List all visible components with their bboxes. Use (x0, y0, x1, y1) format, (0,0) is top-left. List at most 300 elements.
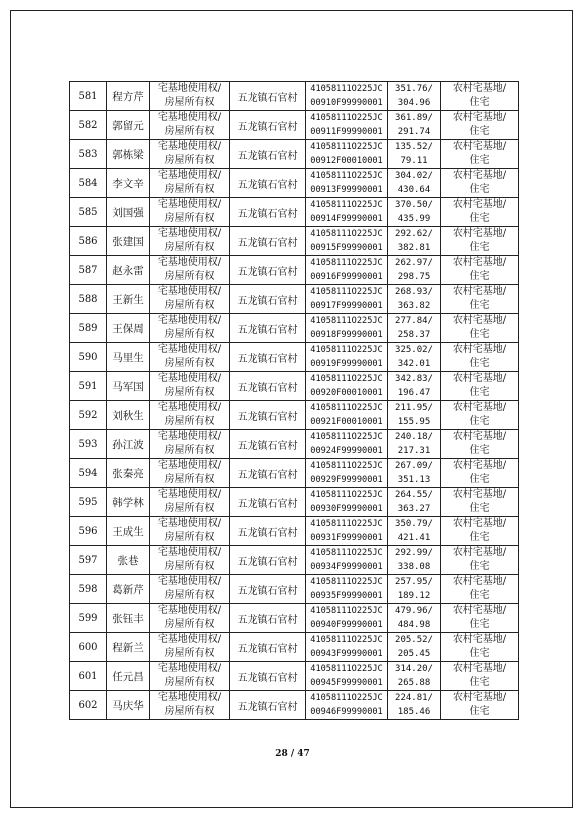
parcel-code-line1: 41058111O225JC (310, 432, 383, 442)
parcel-code-line1: 41058111O225JC (310, 519, 383, 529)
parcel-code-cell (306, 82, 388, 111)
location-cell: 五龙镇石官村 (230, 256, 306, 285)
owner-name-cell: 张建国 (107, 227, 150, 256)
row-number-cell: 599 (70, 604, 107, 633)
parcel-code-line2: 00921F00010001 (310, 417, 383, 427)
area-line2: 351.13 (397, 475, 431, 485)
parcel-code-line2: 00920F00010001 (310, 388, 383, 398)
land-use-cell (441, 82, 519, 111)
land-use-cell (441, 430, 519, 459)
row-number-cell: 596 (70, 517, 107, 546)
right-type-line2: 房屋所有权 (164, 97, 215, 108)
right-type-line2: 房屋所有权 (164, 590, 215, 601)
parcel-code-line2: 00935F99990001 (310, 591, 383, 601)
right-type-line2: 房屋所有权 (164, 329, 215, 340)
land-use-line2: 住宅 (469, 329, 490, 340)
right-type-line2: 房屋所有权 (164, 474, 215, 485)
right-type-cell (150, 691, 230, 720)
right-type-line1: 宅基地使用权/ (157, 460, 222, 471)
owner-name-cell: 王新生 (107, 285, 150, 314)
right-type-cell (150, 82, 230, 111)
land-use-cell (441, 169, 519, 198)
area-line2: 79.11 (400, 156, 428, 166)
land-use-cell (441, 575, 519, 604)
parcel-code-cell (306, 285, 388, 314)
area-cell (388, 662, 441, 691)
parcel-code-cell (306, 314, 388, 343)
land-use-line1: 农村宅基地/ (452, 663, 507, 674)
right-type-cell (150, 430, 230, 459)
land-use-line2: 住宅 (469, 590, 490, 601)
table-row (70, 662, 519, 691)
area-line2: 217.31 (397, 446, 431, 456)
land-use-line1: 农村宅基地/ (452, 344, 507, 355)
area-cell (388, 111, 441, 140)
area-line2: 196.47 (397, 388, 431, 398)
table-row (70, 343, 519, 372)
right-type-cell (150, 604, 230, 633)
row-number-cell: 582 (70, 111, 107, 140)
right-type-line2: 房屋所有权 (164, 358, 215, 369)
right-type-line2: 房屋所有权 (164, 387, 215, 398)
location-cell: 五龙镇石官村 (230, 517, 306, 546)
land-use-line2: 住宅 (469, 416, 490, 427)
parcel-code-cell (306, 575, 388, 604)
area-line2: 265.88 (397, 678, 431, 688)
location-cell: 五龙镇石官村 (230, 285, 306, 314)
area-cell (388, 256, 441, 285)
row-number-cell: 588 (70, 285, 107, 314)
parcel-code-line1: 41058111O225JC (310, 84, 383, 94)
location-cell: 五龙镇石官村 (230, 430, 306, 459)
table-row (70, 459, 519, 488)
parcel-code-line1: 41058111O225JC (310, 200, 383, 210)
land-use-line1: 农村宅基地/ (452, 112, 507, 123)
owner-name-cell: 张钰丰 (107, 604, 150, 633)
parcel-code-line2: 00911F99990001 (310, 127, 383, 137)
land-use-line1: 农村宅基地/ (452, 518, 507, 529)
land-use-line2: 住宅 (469, 619, 490, 630)
right-type-line1: 宅基地使用权/ (157, 431, 222, 442)
area-line2: 298.75 (397, 272, 431, 282)
parcel-code-line1: 41058111O225JC (310, 113, 383, 123)
land-use-line2: 住宅 (469, 271, 490, 282)
land-use-line1: 农村宅基地/ (452, 460, 507, 471)
right-type-cell (150, 111, 230, 140)
right-type-line2: 房屋所有权 (164, 503, 215, 514)
right-type-cell (150, 256, 230, 285)
parcel-code-cell (306, 256, 388, 285)
location-cell: 五龙镇石官村 (230, 111, 306, 140)
location-cell: 五龙镇石官村 (230, 314, 306, 343)
owner-name-cell: 程新兰 (107, 633, 150, 662)
area-cell (388, 575, 441, 604)
right-type-cell (150, 662, 230, 691)
row-number-cell: 594 (70, 459, 107, 488)
land-use-cell (441, 314, 519, 343)
area-cell (388, 546, 441, 575)
right-type-cell (150, 459, 230, 488)
parcel-code-cell (306, 372, 388, 401)
land-use-line1: 农村宅基地/ (452, 692, 507, 703)
land-use-line1: 农村宅基地/ (452, 141, 507, 152)
right-type-cell (150, 198, 230, 227)
owner-name-cell: 程方芹 (107, 82, 150, 111)
row-number-cell: 585 (70, 198, 107, 227)
land-use-line2: 住宅 (469, 387, 490, 398)
parcel-code-cell (306, 169, 388, 198)
location-cell: 五龙镇石官村 (230, 575, 306, 604)
location-cell: 五龙镇石官村 (230, 691, 306, 720)
parcel-code-cell (306, 227, 388, 256)
area-line1: 277.84/ (395, 316, 433, 326)
parcel-code-line2: 00924F99990001 (310, 446, 383, 456)
right-type-cell (150, 546, 230, 575)
owner-name-cell: 马里生 (107, 343, 150, 372)
owner-name-cell: 王保周 (107, 314, 150, 343)
row-number-cell: 601 (70, 662, 107, 691)
row-number-cell: 586 (70, 227, 107, 256)
row-number-cell: 583 (70, 140, 107, 169)
right-type-line1: 宅基地使用权/ (157, 402, 222, 413)
area-line1: 361.89/ (395, 113, 433, 123)
owner-name-cell: 张秦亮 (107, 459, 150, 488)
location-cell: 五龙镇石官村 (230, 82, 306, 111)
area-line1: 351.76/ (395, 84, 433, 94)
right-type-line1: 宅基地使用权/ (157, 373, 222, 384)
table-row (70, 82, 519, 111)
parcel-code-line2: 00914F99990001 (310, 214, 383, 224)
right-type-line2: 房屋所有权 (164, 416, 215, 427)
right-type-line2: 房屋所有权 (164, 648, 215, 659)
land-use-line2: 住宅 (469, 677, 490, 688)
parcel-code-line2: 00940F99990001 (310, 620, 383, 630)
parcel-code-line1: 41058111O225JC (310, 229, 383, 239)
area-cell (388, 488, 441, 517)
area-cell (388, 314, 441, 343)
land-use-line1: 农村宅基地/ (452, 228, 507, 239)
area-line1: 325.02/ (395, 345, 433, 355)
table-row (70, 691, 519, 720)
area-line1: 267.09/ (395, 461, 433, 471)
land-use-cell (441, 517, 519, 546)
land-use-cell (441, 691, 519, 720)
area-line1: 479.96/ (395, 606, 433, 616)
right-type-line2: 房屋所有权 (164, 532, 215, 543)
table-row (70, 633, 519, 662)
parcel-code-line2: 00931F99990001 (310, 533, 383, 543)
parcel-code-line2: 00916F99990001 (310, 272, 383, 282)
right-type-line1: 宅基地使用权/ (157, 112, 222, 123)
parcel-code-line1: 41058111O225JC (310, 171, 383, 181)
land-use-line1: 农村宅基地/ (452, 83, 507, 94)
parcel-code-line2: 00930F99990001 (310, 504, 383, 514)
right-type-line2: 房屋所有权 (164, 242, 215, 253)
row-number-cell: 600 (70, 633, 107, 662)
land-use-line2: 住宅 (469, 184, 490, 195)
right-type-line1: 宅基地使用权/ (157, 141, 222, 152)
area-cell (388, 227, 441, 256)
right-type-cell (150, 343, 230, 372)
area-cell (388, 82, 441, 111)
right-type-line1: 宅基地使用权/ (157, 518, 222, 529)
right-type-line1: 宅基地使用权/ (157, 692, 222, 703)
owner-name-cell: 李文辛 (107, 169, 150, 198)
records-table (69, 81, 519, 720)
parcel-code-line1: 41058111O225JC (310, 635, 383, 645)
right-type-cell (150, 227, 230, 256)
table-row (70, 430, 519, 459)
area-cell (388, 517, 441, 546)
area-line2: 342.01 (397, 359, 431, 369)
area-line2: 363.27 (397, 504, 431, 514)
location-cell: 五龙镇石官村 (230, 633, 306, 662)
right-type-line2: 房屋所有权 (164, 271, 215, 282)
parcel-code-cell (306, 430, 388, 459)
owner-name-cell: 刘国强 (107, 198, 150, 227)
parcel-code-cell (306, 546, 388, 575)
land-use-cell (441, 198, 519, 227)
right-type-cell (150, 169, 230, 198)
row-number-cell: 589 (70, 314, 107, 343)
right-type-line2: 房屋所有权 (164, 184, 215, 195)
table-row (70, 256, 519, 285)
right-type-cell (150, 314, 230, 343)
parcel-code-line1: 41058111O225JC (310, 316, 383, 326)
land-use-line2: 住宅 (469, 97, 490, 108)
right-type-line1: 宅基地使用权/ (157, 547, 222, 558)
right-type-line1: 宅基地使用权/ (157, 228, 222, 239)
parcel-code-cell (306, 604, 388, 633)
area-line1: 370.50/ (395, 200, 433, 210)
area-line1: 262.97/ (395, 258, 433, 268)
area-line2: 430.64 (397, 185, 431, 195)
parcel-code-line2: 00943F99990001 (310, 649, 383, 659)
area-line2: 338.08 (397, 562, 431, 572)
location-cell: 五龙镇石官村 (230, 488, 306, 517)
table-row (70, 111, 519, 140)
parcel-code-line1: 41058111O225JC (310, 461, 383, 471)
area-line1: 350.79/ (395, 519, 433, 529)
land-use-line2: 住宅 (469, 213, 490, 224)
parcel-code-line2: 00918F99990001 (310, 330, 383, 340)
right-type-line2: 房屋所有权 (164, 155, 215, 166)
parcel-code-line2: 00912F00010001 (310, 156, 383, 166)
area-cell (388, 285, 441, 314)
right-type-line1: 宅基地使用权/ (157, 286, 222, 297)
table-row (70, 169, 519, 198)
land-use-cell (441, 140, 519, 169)
area-line1: 257.95/ (395, 577, 433, 587)
table-row (70, 285, 519, 314)
right-type-line1: 宅基地使用权/ (157, 576, 222, 587)
right-type-cell (150, 517, 230, 546)
right-type-line1: 宅基地使用权/ (157, 170, 222, 181)
parcel-code-line1: 41058111O225JC (310, 606, 383, 616)
area-cell (388, 401, 441, 430)
right-type-line2: 房屋所有权 (164, 619, 215, 630)
area-line1: 224.81/ (395, 693, 433, 703)
row-number-cell: 595 (70, 488, 107, 517)
table-row (70, 517, 519, 546)
land-use-line2: 住宅 (469, 445, 490, 456)
location-cell: 五龙镇石官村 (230, 227, 306, 256)
parcel-code-line2: 00917F99990001 (310, 301, 383, 311)
right-type-line2: 房屋所有权 (164, 561, 215, 572)
table-row (70, 140, 519, 169)
area-line2: 304.96 (397, 98, 431, 108)
land-use-line1: 农村宅基地/ (452, 402, 507, 413)
land-use-cell (441, 633, 519, 662)
area-cell (388, 633, 441, 662)
owner-name-cell: 张巷 (107, 546, 150, 575)
parcel-code-line1: 41058111O225JC (310, 287, 383, 297)
owner-name-cell: 郭栋梁 (107, 140, 150, 169)
land-use-cell (441, 285, 519, 314)
location-cell: 五龙镇石官村 (230, 198, 306, 227)
right-type-cell (150, 401, 230, 430)
right-type-cell (150, 140, 230, 169)
parcel-code-cell (306, 198, 388, 227)
parcel-code-cell (306, 691, 388, 720)
owner-name-cell: 赵永雷 (107, 256, 150, 285)
parcel-code-cell (306, 140, 388, 169)
right-type-cell (150, 575, 230, 604)
table-row (70, 198, 519, 227)
owner-name-cell: 郭留元 (107, 111, 150, 140)
land-use-line2: 住宅 (469, 155, 490, 166)
area-line2: 382.81 (397, 243, 431, 253)
parcel-code-line1: 41058111O225JC (310, 374, 383, 384)
right-type-line2: 房屋所有权 (164, 445, 215, 456)
land-use-line1: 农村宅基地/ (452, 286, 507, 297)
land-use-line1: 农村宅基地/ (452, 634, 507, 645)
location-cell: 五龙镇石官村 (230, 604, 306, 633)
right-type-line1: 宅基地使用权/ (157, 489, 222, 500)
table-row (70, 314, 519, 343)
right-type-line2: 房屋所有权 (164, 213, 215, 224)
parcel-code-line1: 41058111O225JC (310, 490, 383, 500)
land-use-line2: 住宅 (469, 706, 490, 717)
land-use-line2: 住宅 (469, 474, 490, 485)
parcel-code-line1: 41058111O225JC (310, 693, 383, 703)
area-line2: 258.37 (397, 330, 431, 340)
table-row (70, 575, 519, 604)
row-number-cell: 593 (70, 430, 107, 459)
location-cell: 五龙镇石官村 (230, 546, 306, 575)
area-line1: 205.52/ (395, 635, 433, 645)
land-use-cell (441, 343, 519, 372)
right-type-cell (150, 285, 230, 314)
area-cell (388, 198, 441, 227)
row-number-cell: 598 (70, 575, 107, 604)
land-use-cell (441, 372, 519, 401)
location-cell: 五龙镇石官村 (230, 343, 306, 372)
parcel-code-line1: 41058111O225JC (310, 258, 383, 268)
area-line1: 135.52/ (395, 142, 433, 152)
parcel-code-line2: 00919F99990001 (310, 359, 383, 369)
area-cell (388, 372, 441, 401)
area-line1: 292.62/ (395, 229, 433, 239)
row-number-cell: 581 (70, 82, 107, 111)
right-type-cell (150, 488, 230, 517)
parcel-code-line2: 00910F99990001 (310, 98, 383, 108)
row-number-cell: 602 (70, 691, 107, 720)
area-line2: 155.95 (397, 417, 431, 427)
row-number-cell: 591 (70, 372, 107, 401)
row-number-cell: 597 (70, 546, 107, 575)
right-type-line1: 宅基地使用权/ (157, 83, 222, 94)
row-number-cell: 590 (70, 343, 107, 372)
table-row (70, 488, 519, 517)
area-cell (388, 169, 441, 198)
owner-name-cell: 葛新芹 (107, 575, 150, 604)
land-use-line1: 农村宅基地/ (452, 431, 507, 442)
page-number: 28 / 47 (275, 749, 310, 759)
parcel-code-line2: 00913F99990001 (310, 185, 383, 195)
parcel-code-line2: 00915F99990001 (310, 243, 383, 253)
owner-name-cell: 韩学林 (107, 488, 150, 517)
area-line1: 211.95/ (395, 403, 433, 413)
land-use-line1: 农村宅基地/ (452, 315, 507, 326)
area-cell (388, 459, 441, 488)
parcel-code-line2: 00946F99990001 (310, 707, 383, 717)
land-use-cell (441, 256, 519, 285)
right-type-line2: 房屋所有权 (164, 706, 215, 717)
area-line1: 292.99/ (395, 548, 433, 558)
area-line2: 363.82 (397, 301, 431, 311)
area-line2: 421.41 (397, 533, 431, 543)
right-type-line1: 宅基地使用权/ (157, 199, 222, 210)
parcel-code-cell (306, 517, 388, 546)
table-row (70, 401, 519, 430)
owner-name-cell: 王成生 (107, 517, 150, 546)
row-number-cell: 592 (70, 401, 107, 430)
right-type-line2: 房屋所有权 (164, 300, 215, 311)
parcel-code-line1: 41058111O225JC (310, 142, 383, 152)
owner-name-cell: 刘秋生 (107, 401, 150, 430)
table-row (70, 604, 519, 633)
land-use-line2: 住宅 (469, 648, 490, 659)
right-type-line1: 宅基地使用权/ (157, 257, 222, 268)
area-cell (388, 343, 441, 372)
land-use-cell (441, 488, 519, 517)
area-line2: 185.46 (397, 707, 431, 717)
land-use-line1: 农村宅基地/ (452, 489, 507, 500)
area-cell (388, 430, 441, 459)
area-line1: 342.83/ (395, 374, 433, 384)
land-use-line2: 住宅 (469, 503, 490, 514)
area-line1: 264.55/ (395, 490, 433, 500)
parcel-code-cell (306, 343, 388, 372)
land-use-line2: 住宅 (469, 561, 490, 572)
land-use-line1: 农村宅基地/ (452, 373, 507, 384)
records-table-body (70, 82, 519, 720)
location-cell: 五龙镇石官村 (230, 401, 306, 430)
land-use-cell (441, 604, 519, 633)
parcel-code-line1: 41058111O225JC (310, 577, 383, 587)
location-cell: 五龙镇石官村 (230, 372, 306, 401)
right-type-cell (150, 372, 230, 401)
right-type-line1: 宅基地使用权/ (157, 663, 222, 674)
location-cell: 五龙镇石官村 (230, 662, 306, 691)
table-row (70, 546, 519, 575)
area-line2: 189.12 (397, 591, 431, 601)
area-line1: 304.02/ (395, 171, 433, 181)
parcel-code-line2: 00934F99990001 (310, 562, 383, 572)
land-use-line1: 农村宅基地/ (452, 257, 507, 268)
parcel-code-cell (306, 633, 388, 662)
